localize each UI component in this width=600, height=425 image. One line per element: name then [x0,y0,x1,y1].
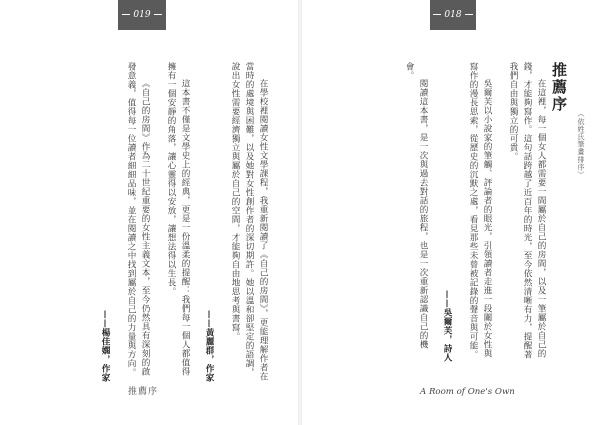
page-number: 018 [444,10,462,20]
signature: ——吳爾芙，詩人 [442,290,452,362]
paragraph: 閱讀這本書，是一次與過去對話的旅程，也是一次重新認識自己的機會。 [404,62,428,350]
paragraph: 在這裡，每一個女人都需要一間屬於自己的房間，以及一筆屬於自己的錢，才能夠寫作。這句話跨越了近百年的時光，至今依然清晰有力，提醒著我們自由與獨立的可貴。 [508,62,546,359]
paragraph: 《自己的房間》作為二十世紀重要的女性主義文本，至今仍然具有深刻的啟發意義，值得每一位讀者細細品味，並在閱讀之中找到屬於自己的力量與方向。 [126,62,150,377]
right-page-body [320,62,548,362]
left-page-body [30,62,270,382]
page-number-tab [118,0,166,30]
running-footer: 推薦序 [128,387,159,397]
page-number-tab [430,0,476,30]
signature: ——黃麗群，作家 [204,310,214,382]
paragraph: 在學校裡閱讀女性文學課程，我重新閱讀了《自己的房間》，更能理解作者在當時的處境與困難，以及她對女性創作者的深切期許。她以溫和卻堅定的語調，說出女性需要經濟獨立與屬於自己的空間，才能夠自由地思考與書寫。 [230,62,268,381]
section-subtitle: （依姓氏筆畫排序） [577,110,585,179]
running-footer: A Room of One's Own [420,387,515,397]
left-page [0,0,298,425]
section-title: 推薦序 [550,62,568,113]
signature: ——楊佳嫻，作家 [100,310,110,382]
paragraph: 這本書不僅是文學史上的經典，更是一份溫柔的提醒：我們每一個人都值得擁有一個安靜的角落，讓心靈得以安放，讓想法得以生長。 [166,62,190,377]
right-page [302,0,600,425]
page-number: 019 [133,10,151,20]
paragraph: 吳爾芙以小說家的筆觸、評論者的眼光，引領讀者走進一段關於女性與寫作的漫長思索，從歷史的沉默之處，看見那些未曾被記錄的聲音與可能。 [468,62,492,359]
